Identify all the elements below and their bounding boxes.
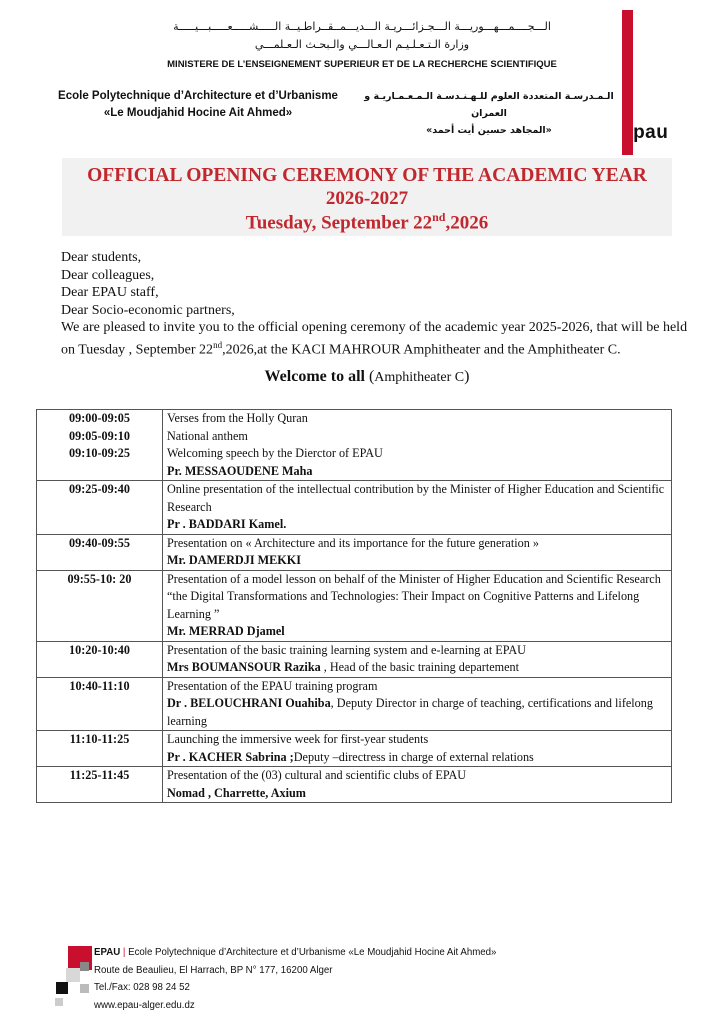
school-name-line1: Ecole Polytechnique d’Architecture et d’Urbanisme (58, 90, 338, 102)
speaker-name: Mr. MERRAD Djamel (167, 624, 285, 638)
program-row (37, 445, 672, 481)
program-description (163, 570, 672, 641)
welcome-line (0, 368, 724, 386)
speaker-name: Pr . BADDARI Kamel. (167, 517, 287, 531)
speaker-name: Nomad , Charrette, Axium (167, 785, 306, 800)
logo-text: pau (633, 122, 669, 143)
school-name-arabic-line2: «المجاهد حسين أيت أحمد» (426, 125, 552, 136)
invitation-body-sup: nd (213, 339, 223, 350)
program-line (167, 678, 667, 696)
line-text: Welcoming speech by the Dierctor of EPAU (167, 446, 383, 460)
ministry-heading: MINISTERE DE L’ENSEIGNEMENT SUPERIEUR ET DE LA RECHERCHE SCIENTIFIQUE (167, 59, 557, 70)
speaker-role: , Head of the basic training departement (320, 660, 520, 674)
line-text: Presentation on « Architecture and its importance for the future generation » (167, 535, 539, 550)
program-time: 10:40-11:10 (37, 677, 163, 731)
line-text: Online presentation of the intellectual contribution by the Minister of Higher Education and Scientific Research (167, 482, 665, 514)
program-speaker (167, 695, 667, 730)
program-time: 11:10-11:25 (37, 731, 163, 767)
program-speaker (167, 463, 667, 481)
program-time: 09:10-09:25 (37, 445, 163, 481)
program-description (163, 410, 672, 428)
program-time: 09:05-09:10 (37, 428, 163, 446)
speaker-name: Dr . BELOUCHRANI Ouahiba (167, 696, 331, 710)
line-text: Presentation of a model lesson on behalf of the Minister of Higher Education and Scientific Research “the Digital Transformations and Technologies: Their Impact on Cognitive Patterns and Lifelong Learning ” (167, 571, 661, 621)
event-date-main: Tuesday, September 22 (245, 212, 433, 234)
greeting-line: Dear students, (61, 250, 142, 265)
program-description (163, 731, 672, 767)
program-table (36, 409, 672, 803)
program-line (167, 731, 667, 749)
event-date (0, 210, 724, 234)
epau-logo (622, 122, 668, 144)
program-time: 10:20-10:40 (37, 641, 163, 677)
invitation-body-text: We are pleased to invite you to the official opening ceremony of the academic year 2025-2026, that will be held on Tuesday , September 22 (61, 320, 688, 358)
program-time: 09:00-09:05 (37, 410, 163, 428)
line-text: Presentation of the basic training learning system and e-learning at EPAU (167, 642, 526, 657)
footer-info (94, 944, 496, 1014)
speaker-name: Pr . KACHER Sabrina ; (167, 749, 294, 764)
speaker-name: Mrs BOUMANSOUR Razika (167, 660, 321, 674)
program-line (167, 410, 667, 428)
program-row (37, 534, 672, 570)
line-text: Verses from the Holly Quran (167, 411, 308, 425)
greeting-line: Dear EPAU staff, (61, 285, 159, 300)
program-description (163, 481, 672, 535)
program-line (167, 571, 667, 624)
program-line (167, 767, 667, 785)
footer-website[interactable]: www.epau-alger.edu.dz (94, 999, 195, 1011)
welcome-paren-open: ( (364, 368, 375, 385)
line-text: National anthem (167, 428, 248, 443)
footer-address: Route de Beaulieu, El Harrach, BP N° 177, 16200 Alger (94, 964, 333, 976)
footer-phone: Tel./Fax: 028 98 24 52 (94, 982, 190, 993)
program-line (167, 445, 667, 463)
program-line (167, 481, 667, 516)
footer-square (55, 998, 63, 1006)
program-time: 09:40-09:55 (37, 534, 163, 570)
welcome-text: Welcome to all (264, 368, 365, 385)
speaker-name: Pr. MESSAOUDENE Maha (167, 463, 313, 478)
program-time: 09:55-10: 20 (37, 570, 163, 641)
program-row (37, 677, 672, 731)
school-name-line2: «Le Moudjahid Hocine Ait Ahmed» (103, 107, 293, 119)
program-line (167, 642, 667, 660)
arabic-republic-heading: الـــجــــمـــهـــوريـــة الـــجـزائـــريـة الـــديـــمــقــراطـيــة الـــــشـــــعـــــبـــيـــــة (173, 20, 551, 33)
program-line (167, 535, 667, 553)
event-years: 2026-2027 (325, 188, 409, 209)
program-description (163, 534, 672, 570)
program-row (37, 570, 672, 641)
footer-pipe: | (120, 947, 129, 958)
program-speaker (167, 785, 667, 803)
footer-square (66, 968, 80, 982)
program-description (163, 428, 672, 446)
invitation-body (61, 319, 691, 359)
program-description (163, 767, 672, 803)
footer-brand: EPAU (94, 947, 121, 958)
line-text: Presentation of the EPAU training program (167, 678, 378, 693)
program-speaker (167, 749, 667, 767)
program-speaker (167, 552, 667, 570)
greeting-line: Dear colleagues, (61, 267, 155, 283)
event-date-sup: nd (432, 210, 446, 224)
welcome-paren-close: ) (464, 368, 470, 385)
footer-square (80, 984, 89, 993)
program-row (37, 481, 672, 535)
program-description (163, 445, 672, 481)
invitation-body-text-end: ,2026,at the KACI MAHROUR Amphitheater and the Amphitheater C. (222, 342, 621, 358)
event-title: OFFICIAL OPENING CEREMONY OF THE ACADEMIC YEAR (87, 165, 647, 186)
logo-e: e (622, 122, 634, 143)
greeting-line: Dear Socio-economic partners, (61, 302, 235, 318)
program-description (163, 677, 672, 731)
speaker-role: , Deputy Director in charge of teaching, certifications and lifelong learning (167, 696, 653, 728)
welcome-location: Amphitheater C (374, 370, 465, 385)
program-speaker (167, 659, 667, 677)
school-name-french (38, 88, 358, 122)
event-date-year: ,2026 (445, 212, 489, 234)
program-speaker (167, 623, 667, 641)
invitation-letter (61, 249, 691, 359)
program-row (37, 428, 672, 446)
line-text: Presentation of the (03) cultural and scientific clubs of EPAU (167, 768, 467, 782)
program-time: 11:25-11:45 (37, 767, 163, 803)
program-row (37, 410, 672, 428)
program-row (37, 731, 672, 767)
program-description (163, 641, 672, 677)
footer-square (80, 962, 89, 971)
program-time: 09:25-09:40 (37, 481, 163, 535)
footer-line-school (94, 944, 496, 962)
arabic-ministry-heading: وزارة الـتـعـلـيـم الـعـالـــي والـبحـث الـعـلمـــي (254, 38, 470, 51)
footer-school: Ecole Polytechnique d’Architecture et d’Urbanisme «Le Moudjahid Hocine Ait Ahmed» (128, 947, 497, 958)
school-name-arabic (360, 88, 618, 139)
program-row (37, 767, 672, 803)
program-speaker (167, 516, 667, 534)
program-line (167, 428, 667, 446)
speaker-name: Mr. DAMERDJI MEKKI (167, 553, 301, 567)
program-row (37, 641, 672, 677)
school-name-arabic-line1: الـمـدرسـة المتعددة العلوم للـهـنـدسـة الـمـعـمـاريـة و العمران (364, 91, 614, 119)
line-text: Launching the immersive week for first-year students (167, 732, 429, 746)
speaker-role: Deputy –directress in charge of external relations (293, 749, 534, 764)
footer-square (56, 982, 68, 994)
